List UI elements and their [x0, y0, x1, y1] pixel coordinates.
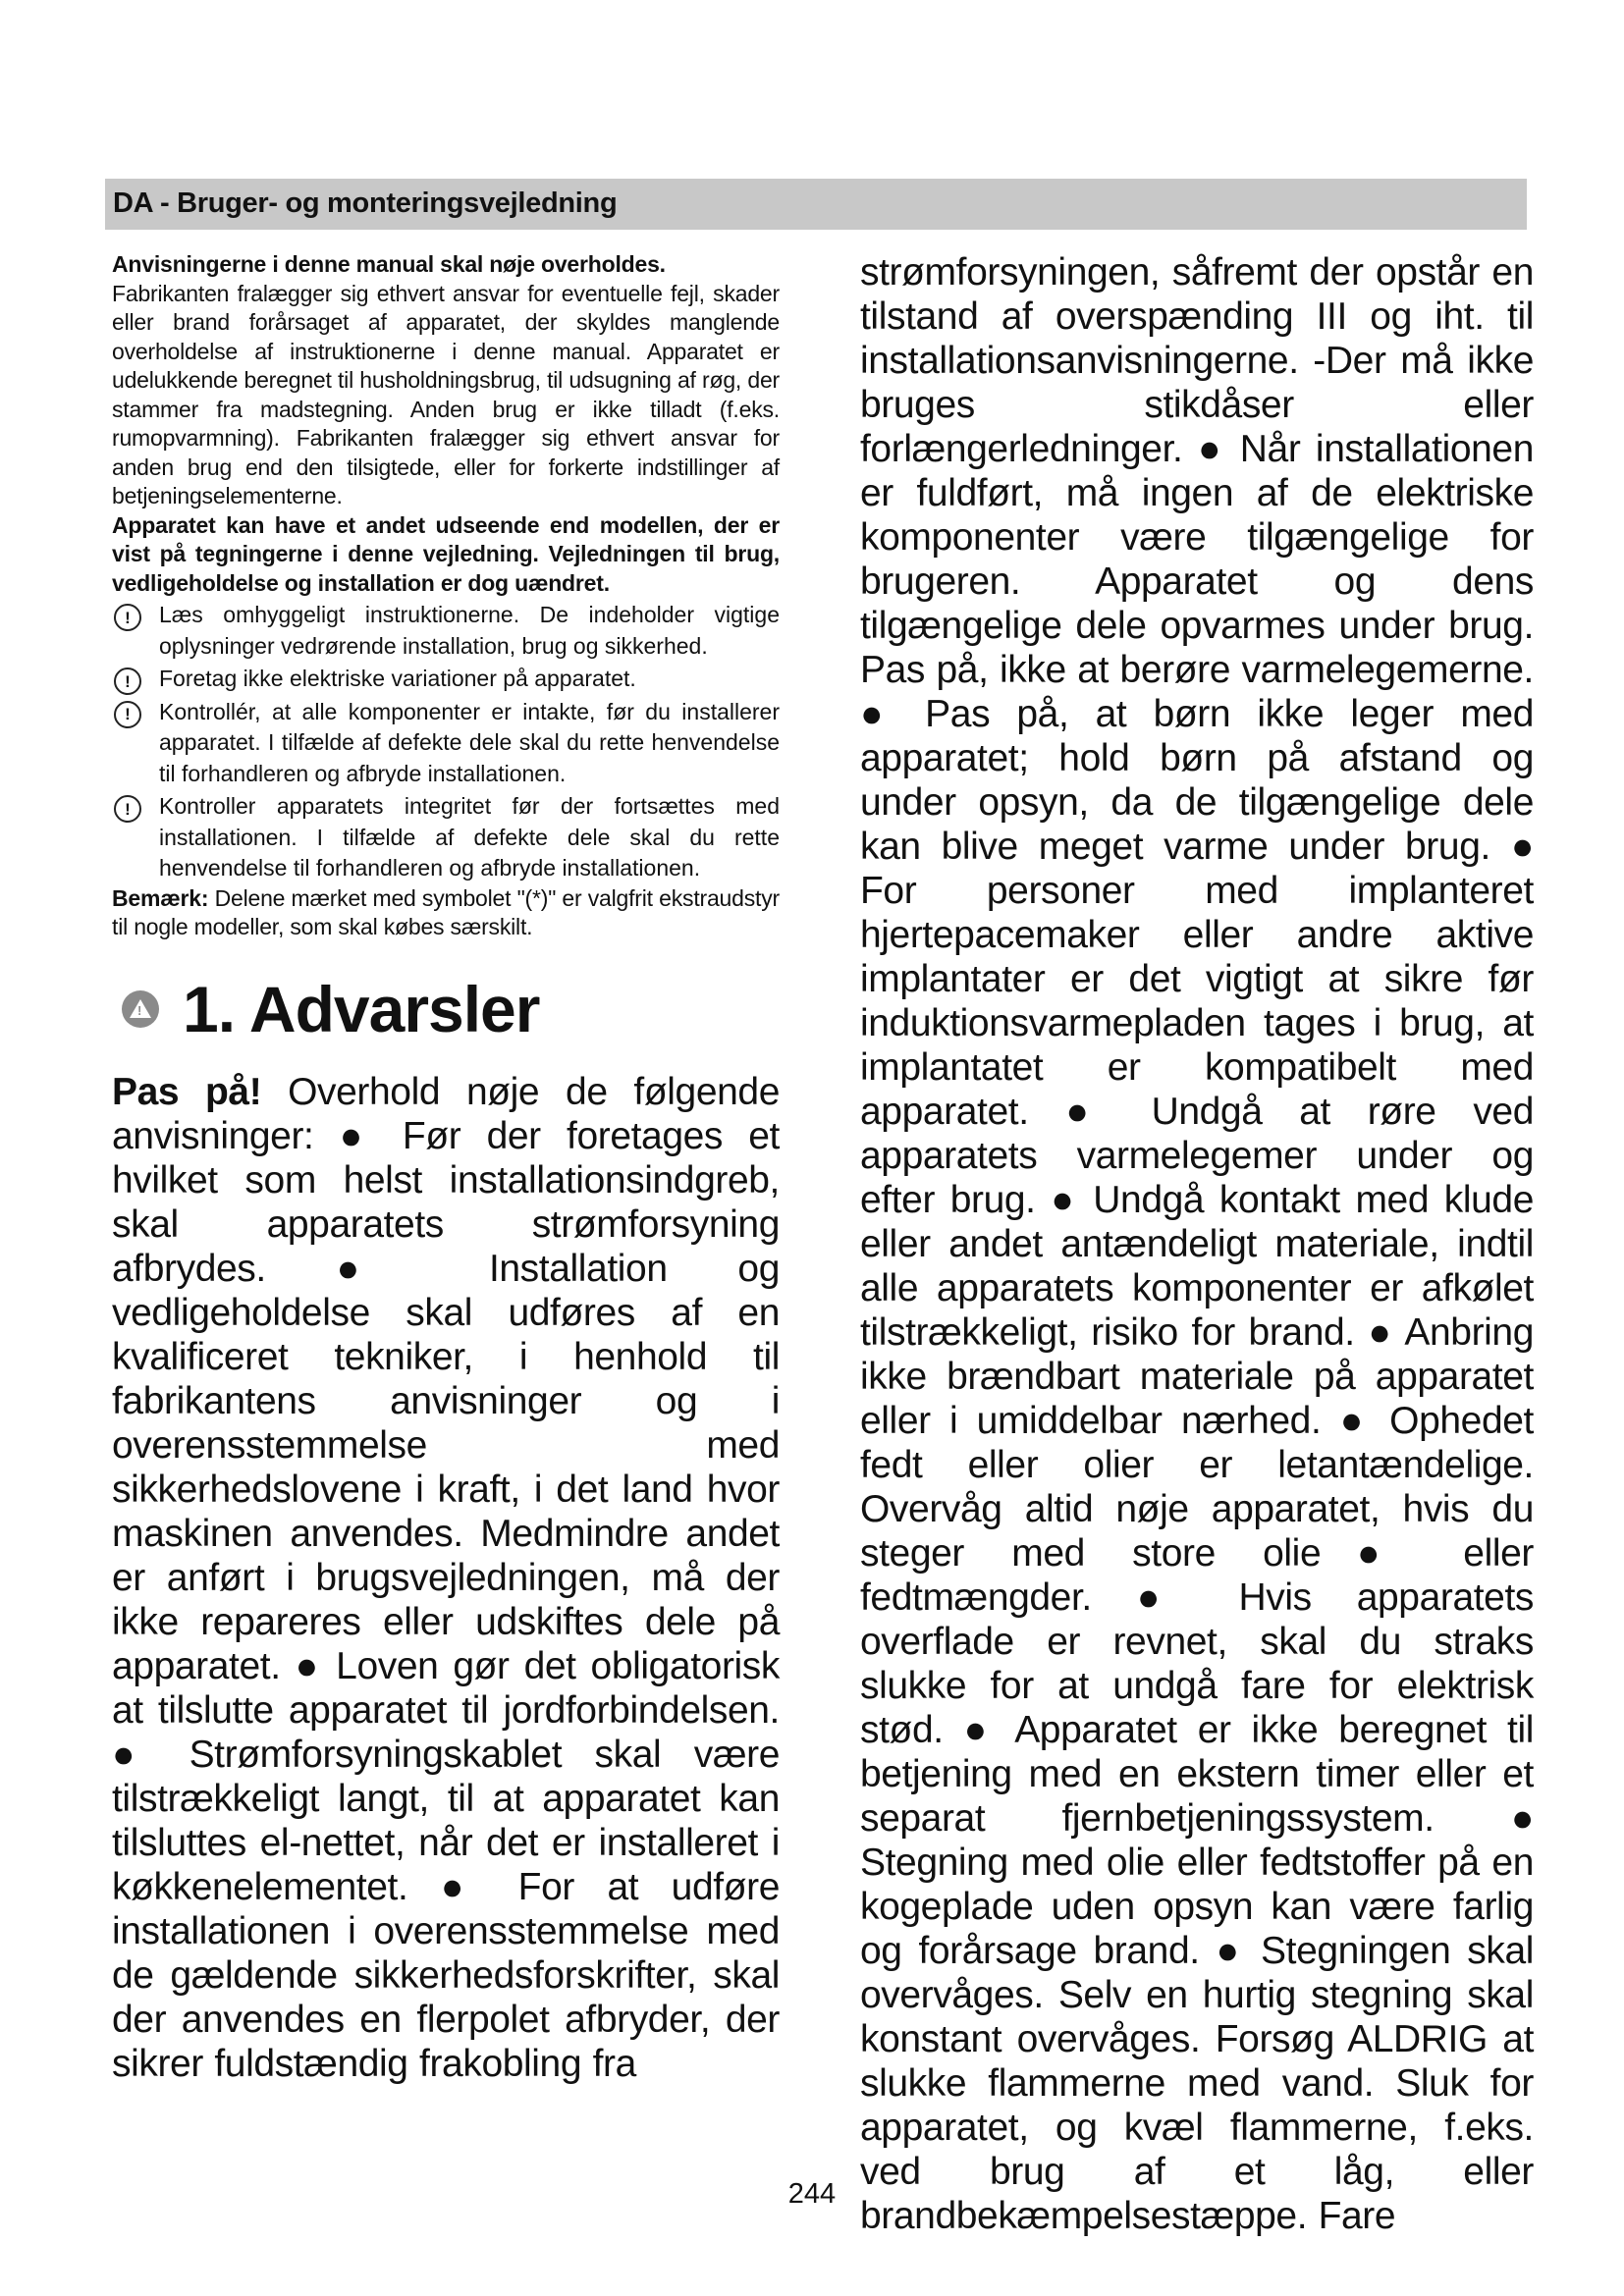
warnings-body-right: strømforsyningen, såfremt der opstår en tilstand af overspænding III og iht. til installationsanvisningerne. -Der må ikke bruges stikdåser eller forlængerledninger. ● Når installationen er fuldført, må ingen af de elektriske komponenter være tilgængelige for brugeren. Apparatet og dens tilgængelige dele opvarmes under brug. Pas på, ikke at berøre varmelegemerne. ● Pas på, at børn ikke leger med apparatet; hold børn på afstand og under opsyn, da de tilgængelige dele kan blive meget varme under brug. ● For personer med implanteret hjertepacemaker eller andre aktive implantater er det vigtigt at sikre før induktionsvarmepladen tages i brug, at implantatet er kompatibelt med apparatet. ● Undgå at røre ved apparatets varmelegemer under og efter brug. ● Undgå kontakt med klude eller andet antændeligt materiale, indtil alle apparatets komponenter er afkølet tilstrækkeligt, risiko for brand. ● Anbring ikke brændbart materiale på apparatet eller i umiddelbar nærhed. ● Ophedet fedt eller olier er letantændelige. Overvåg altid nøje apparatet, hvis du steger med store olie● eller fedtmængder. ● Hvis apparatets overflade er revnet, skal du straks slukke for at undgå fare for elektrisk stød. ● Apparatet er ikke beregnet til betjening med en ekstern timer eller et separat fjernbetjeningssystem. ● Stegning med olie eller fedtstoffer på en kogeplade uden opsyn kan være farlig og forårsage brand. ● Stegningen skal overvåges. Selv en hurtig stegning skal konstant overvåges. Forsøg ALDRIG at slukke flammerne med vand. Sluk for apparatet, og kvæl flammerne, f.eks. ved brug af et låg, eller brandbekæmpelsestæppe. Fare: [860, 251, 1534, 2237]
section-header-bar: [105, 179, 1527, 230]
section-title: 1. Advarsler: [183, 972, 540, 1045]
document-title: DA - Bruger- og monteringsvejledning: [113, 187, 618, 219]
appearance-notice: Apparatet kan have et andet udseende end modellen, der er vist på tegningerne i denne vejledning. Vejledningen til brug, vedligeholdelse og installation er dog uændret.: [112, 511, 780, 596]
exclamation-circle-icon: !: [114, 667, 141, 695]
note: [112, 884, 780, 942]
page-number: 244: [787, 2178, 837, 2210]
warning-item: [112, 697, 780, 790]
warning-item: [112, 664, 780, 695]
warning-item: [112, 791, 780, 884]
exclamation-circle-icon: !: [114, 795, 141, 823]
intro-body: Fabrikanten fralægger sig ethvert ansvar for eventuelle fejl, skader eller brand forårsaget af apparatet, der skyldes manglende overholdelse af instruktionerne i denne manual. Apparatet er udelukkende beregnet til husholdningsbrug, til udsugning af røg, der stammer fra madstegning. Anden brug er ikke tilladt (f.eks. rumopvarmning). Fabrikanten fralægger sig ethvert ansvar for anden brug end den tilsigtede, eller for forkerte indstillinger af betjeningselementerne.: [112, 280, 780, 508]
warning-item: [112, 600, 780, 662]
warning-triangle-icon: [122, 990, 159, 1028]
warning-text: Læs omhyggeligt instruktionerne. De indeholder vigtige oplysninger vedrørende installation, brug og sikkerhed.: [159, 602, 780, 659]
warning-text: Kontrollér, at alle komponenter er intakte, før du installerer apparatet. I tilfælde af defekte dele skal du rette henvendelse til forhandleren og afbryde installationen.: [159, 698, 780, 786]
right-column: [860, 250, 1534, 2238]
section-heading: [112, 970, 780, 1048]
warnings-body-left: [112, 1070, 780, 2086]
warnings-text-left: Overhold nøje de følgende anvisninger: ● Før der foretages et hvilket som helst installationsindgreb, skal apparatets strømforsyning afbrydes. ● Installation og vedligeholdelse skal udføres af en kvalificeret tekniker, i henhold til fabrikantens anvisninger og i overensstemmelse med sikkerhedslovene i kraft, i det land hvor maskinen anvendes. Medmindre andet er anført i brugsvejledningen, må der ikke repareres eller udskiftes dele på apparatet. ● Loven gør det obligatorisk at tilslutte apparatet til jordforbindelsen. ● Strømforsyningskablet skal være tilstrækkeligt langt, til at apparatet kan tilsluttes el-nettet, når det er installeret i køkkenelementet. ● For at udføre installationen i overensstemmelse med de gældende sikkerhedsforskrifter, skal der anvendes en flerpolet afbryder, der sikrer fuldstændig frakobling fra: [112, 1070, 780, 2085]
exclamation-circle-icon: !: [114, 701, 141, 728]
warning-text: Kontroller apparatets integritet før der fortsættes med installationen. I tilfælde af defekte dele skal du rette henvendelse til forhandleren og afbryde installationen.: [159, 793, 780, 881]
note-text: Delene mærket med symbolet "(*)" er valgfrit ekstraudstyr til nogle modeller, som skal købes særskilt.: [112, 884, 780, 939]
warning-text: Foretag ikke elektriske variationer på apparatet.: [159, 666, 636, 691]
warnings-lead: Pas på!: [112, 1070, 262, 1113]
exclamation-circle-icon: !: [114, 604, 141, 631]
note-label: Bemærk:: [112, 884, 209, 911]
left-column: [112, 250, 780, 2086]
intro-heading: Anvisningerne i denne manual skal nøje overholdes.: [112, 251, 666, 277]
